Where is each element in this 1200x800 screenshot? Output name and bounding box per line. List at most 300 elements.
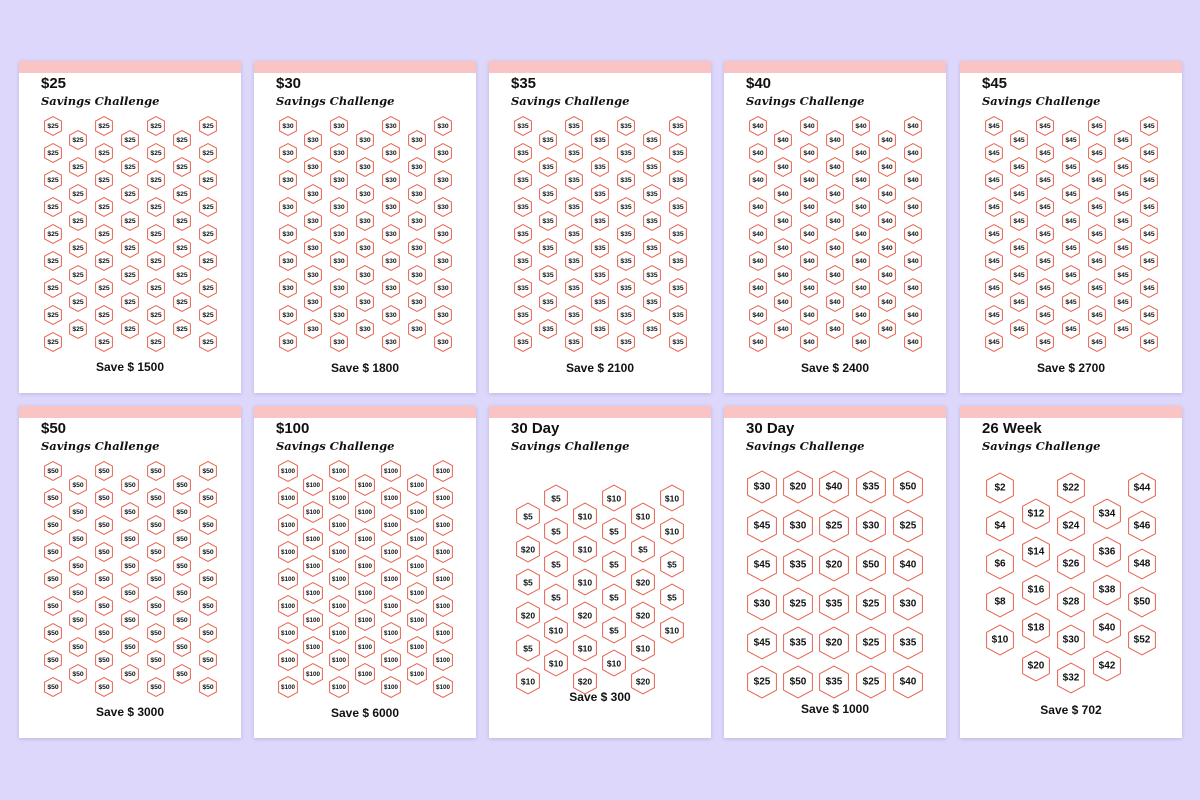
savings-hexagon[interactable] [1036, 332, 1054, 352]
savings-hexagon[interactable] [303, 582, 323, 604]
savings-hexagon[interactable] [1114, 292, 1132, 312]
savings-hexagon[interactable] [904, 278, 922, 298]
savings-hexagon[interactable] [278, 676, 298, 698]
savings-hexagon[interactable] [304, 265, 322, 285]
savings-hexagon[interactable] [304, 184, 322, 204]
savings-hexagon[interactable] [147, 170, 165, 190]
savings-hexagon[interactable] [643, 319, 661, 339]
savings-hexagon[interactable] [199, 224, 217, 244]
savings-hexagon[interactable] [643, 157, 661, 177]
savings-hexagon[interactable] [44, 197, 62, 217]
savings-hexagon[interactable] [278, 487, 298, 509]
savings-hexagon[interactable] [95, 251, 113, 271]
savings-hexagon[interactable] [565, 116, 583, 136]
savings-hexagon[interactable] [904, 143, 922, 163]
savings-hexagon[interactable] [669, 197, 687, 217]
savings-hexagon[interactable] [539, 130, 557, 150]
savings-hexagon[interactable] [774, 319, 792, 339]
savings-hexagon[interactable] [1114, 184, 1132, 204]
savings-hexagon[interactable] [602, 518, 626, 545]
savings-hexagon[interactable] [381, 595, 401, 617]
savings-hexagon[interactable] [643, 184, 661, 204]
savings-hexagon[interactable] [985, 224, 1003, 244]
savings-hexagon[interactable] [1057, 511, 1085, 542]
savings-hexagon[interactable] [95, 305, 113, 325]
savings-hexagon[interactable] [1036, 305, 1054, 325]
savings-hexagon[interactable] [749, 143, 767, 163]
savings-hexagon[interactable] [669, 251, 687, 271]
savings-hexagon[interactable] [986, 587, 1014, 618]
savings-hexagon[interactable] [147, 569, 165, 589]
savings-hexagon[interactable] [878, 265, 896, 285]
savings-hexagon[interactable] [121, 319, 139, 339]
savings-hexagon[interactable] [44, 488, 62, 508]
savings-hexagon[interactable] [147, 305, 165, 325]
savings-hexagon[interactable] [1128, 511, 1156, 542]
savings-hexagon[interactable] [774, 211, 792, 231]
savings-hexagon[interactable] [279, 224, 297, 244]
savings-hexagon[interactable] [800, 197, 818, 217]
savings-hexagon[interactable] [356, 265, 374, 285]
savings-hexagon[interactable] [514, 170, 532, 190]
savings-hexagon[interactable] [121, 610, 139, 630]
savings-hexagon[interactable] [433, 487, 453, 509]
savings-hexagon[interactable] [69, 238, 87, 258]
savings-hexagon[interactable] [565, 170, 583, 190]
savings-hexagon[interactable] [278, 595, 298, 617]
savings-hexagon[interactable] [819, 510, 849, 543]
savings-hexagon[interactable] [173, 211, 191, 231]
savings-hexagon[interactable] [514, 116, 532, 136]
savings-hexagon[interactable] [1088, 251, 1106, 271]
savings-hexagon[interactable] [1114, 265, 1132, 285]
savings-hexagon[interactable] [893, 471, 923, 504]
savings-hexagon[interactable] [434, 197, 452, 217]
savings-hexagon[interactable] [434, 332, 452, 352]
savings-hexagon[interactable] [749, 116, 767, 136]
savings-hexagon[interactable] [329, 541, 349, 563]
savings-hexagon[interactable] [800, 224, 818, 244]
savings-hexagon[interactable] [878, 157, 896, 177]
savings-hexagon[interactable] [669, 278, 687, 298]
savings-hexagon[interactable] [121, 292, 139, 312]
savings-hexagon[interactable] [591, 265, 609, 285]
savings-hexagon[interactable] [330, 143, 348, 163]
savings-hexagon[interactable] [1062, 292, 1080, 312]
savings-hexagon[interactable] [774, 184, 792, 204]
savings-hexagon[interactable] [514, 332, 532, 352]
savings-hexagon[interactable] [514, 278, 532, 298]
savings-hexagon[interactable] [1093, 537, 1121, 568]
savings-hexagon[interactable] [303, 528, 323, 550]
savings-hexagon[interactable] [631, 635, 655, 662]
savings-hexagon[interactable] [69, 664, 87, 684]
savings-hexagon[interactable] [852, 278, 870, 298]
savings-hexagon[interactable] [69, 265, 87, 285]
savings-hexagon[interactable] [852, 197, 870, 217]
savings-hexagon[interactable] [617, 116, 635, 136]
savings-hexagon[interactable] [1093, 499, 1121, 530]
savings-hexagon[interactable] [44, 278, 62, 298]
savings-hexagon[interactable] [1128, 549, 1156, 580]
savings-hexagon[interactable] [544, 617, 568, 644]
savings-hexagon[interactable] [1128, 473, 1156, 504]
savings-hexagon[interactable] [1140, 278, 1158, 298]
savings-hexagon[interactable] [826, 238, 844, 258]
savings-hexagon[interactable] [893, 549, 923, 582]
savings-hexagon[interactable] [826, 292, 844, 312]
savings-hexagon[interactable] [826, 211, 844, 231]
savings-hexagon[interactable] [856, 471, 886, 504]
savings-hexagon[interactable] [565, 305, 583, 325]
savings-hexagon[interactable] [173, 292, 191, 312]
savings-hexagon[interactable] [303, 636, 323, 658]
savings-hexagon[interactable] [199, 305, 217, 325]
savings-hexagon[interactable] [381, 460, 401, 482]
savings-hexagon[interactable] [95, 278, 113, 298]
savings-hexagon[interactable] [69, 319, 87, 339]
savings-hexagon[interactable] [173, 319, 191, 339]
savings-hexagon[interactable] [278, 649, 298, 671]
savings-hexagon[interactable] [516, 635, 540, 662]
savings-hexagon[interactable] [893, 588, 923, 621]
savings-hexagon[interactable] [643, 292, 661, 312]
savings-hexagon[interactable] [514, 305, 532, 325]
savings-hexagon[interactable] [565, 197, 583, 217]
savings-hexagon[interactable] [1057, 587, 1085, 618]
savings-hexagon[interactable] [329, 622, 349, 644]
savings-hexagon[interactable] [199, 116, 217, 136]
savings-hexagon[interactable] [408, 265, 426, 285]
savings-hexagon[interactable] [986, 473, 1014, 504]
savings-hexagon[interactable] [121, 130, 139, 150]
savings-hexagon[interactable] [279, 278, 297, 298]
savings-hexagon[interactable] [95, 488, 113, 508]
savings-hexagon[interactable] [434, 251, 452, 271]
savings-hexagon[interactable] [381, 649, 401, 671]
savings-hexagon[interactable] [985, 197, 1003, 217]
savings-hexagon[interactable] [573, 569, 597, 596]
savings-hexagon[interactable] [355, 663, 375, 685]
savings-hexagon[interactable] [199, 569, 217, 589]
savings-hexagon[interactable] [434, 143, 452, 163]
savings-hexagon[interactable] [852, 170, 870, 190]
savings-hexagon[interactable] [279, 197, 297, 217]
savings-hexagon[interactable] [904, 170, 922, 190]
savings-hexagon[interactable] [1036, 251, 1054, 271]
savings-hexagon[interactable] [669, 332, 687, 352]
savings-hexagon[interactable] [199, 677, 217, 697]
savings-hexagon[interactable] [199, 170, 217, 190]
savings-hexagon[interactable] [1140, 332, 1158, 352]
savings-hexagon[interactable] [1140, 224, 1158, 244]
savings-hexagon[interactable] [669, 224, 687, 244]
savings-hexagon[interactable] [669, 305, 687, 325]
savings-hexagon[interactable] [878, 184, 896, 204]
savings-hexagon[interactable] [44, 224, 62, 244]
savings-hexagon[interactable] [783, 588, 813, 621]
savings-hexagon[interactable] [199, 278, 217, 298]
savings-hexagon[interactable] [669, 143, 687, 163]
savings-hexagon[interactable] [355, 501, 375, 523]
savings-hexagon[interactable] [1088, 143, 1106, 163]
savings-hexagon[interactable] [852, 116, 870, 136]
savings-hexagon[interactable] [852, 332, 870, 352]
savings-hexagon[interactable] [986, 625, 1014, 656]
savings-hexagon[interactable] [121, 664, 139, 684]
savings-hexagon[interactable] [747, 666, 777, 699]
savings-hexagon[interactable] [878, 292, 896, 312]
savings-hexagon[interactable] [826, 157, 844, 177]
savings-hexagon[interactable] [1036, 116, 1054, 136]
savings-hexagon[interactable] [1093, 651, 1121, 682]
savings-hexagon[interactable] [986, 549, 1014, 580]
savings-hexagon[interactable] [774, 265, 792, 285]
savings-hexagon[interactable] [329, 649, 349, 671]
savings-hexagon[interactable] [407, 609, 427, 631]
savings-hexagon[interactable] [1093, 613, 1121, 644]
savings-hexagon[interactable] [631, 602, 655, 629]
savings-hexagon[interactable] [304, 211, 322, 231]
savings-hexagon[interactable] [539, 211, 557, 231]
savings-hexagon[interactable] [147, 677, 165, 697]
savings-hexagon[interactable] [147, 515, 165, 535]
savings-hexagon[interactable] [783, 666, 813, 699]
savings-hexagon[interactable] [602, 485, 626, 512]
savings-hexagon[interactable] [173, 583, 191, 603]
savings-hexagon[interactable] [602, 584, 626, 611]
savings-hexagon[interactable] [330, 305, 348, 325]
savings-hexagon[interactable] [1140, 197, 1158, 217]
savings-hexagon[interactable] [330, 197, 348, 217]
savings-hexagon[interactable] [856, 549, 886, 582]
savings-hexagon[interactable] [1088, 197, 1106, 217]
savings-hexagon[interactable] [591, 292, 609, 312]
savings-hexagon[interactable] [1140, 251, 1158, 271]
savings-hexagon[interactable] [434, 305, 452, 325]
savings-hexagon[interactable] [591, 238, 609, 258]
savings-hexagon[interactable] [304, 130, 322, 150]
savings-hexagon[interactable] [382, 224, 400, 244]
savings-hexagon[interactable] [1057, 473, 1085, 504]
savings-hexagon[interactable] [986, 511, 1014, 542]
savings-hexagon[interactable] [278, 541, 298, 563]
savings-hexagon[interactable] [173, 184, 191, 204]
savings-hexagon[interactable] [544, 485, 568, 512]
savings-hexagon[interactable] [800, 170, 818, 190]
savings-hexagon[interactable] [173, 529, 191, 549]
savings-hexagon[interactable] [69, 583, 87, 603]
savings-hexagon[interactable] [147, 197, 165, 217]
savings-hexagon[interactable] [173, 610, 191, 630]
savings-hexagon[interactable] [356, 130, 374, 150]
savings-hexagon[interactable] [433, 514, 453, 536]
savings-hexagon[interactable] [121, 184, 139, 204]
savings-hexagon[interactable] [356, 319, 374, 339]
savings-hexagon[interactable] [407, 663, 427, 685]
savings-hexagon[interactable] [565, 278, 583, 298]
savings-hexagon[interactable] [565, 143, 583, 163]
savings-hexagon[interactable] [591, 184, 609, 204]
savings-hexagon[interactable] [783, 471, 813, 504]
savings-hexagon[interactable] [660, 617, 684, 644]
savings-hexagon[interactable] [904, 305, 922, 325]
savings-hexagon[interactable] [304, 238, 322, 258]
savings-hexagon[interactable] [69, 184, 87, 204]
savings-hexagon[interactable] [303, 609, 323, 631]
savings-hexagon[interactable] [434, 170, 452, 190]
savings-hexagon[interactable] [329, 487, 349, 509]
savings-hexagon[interactable] [617, 251, 635, 271]
savings-hexagon[interactable] [1140, 170, 1158, 190]
savings-hexagon[interactable] [893, 666, 923, 699]
savings-hexagon[interactable] [852, 224, 870, 244]
savings-hexagon[interactable] [1010, 265, 1028, 285]
savings-hexagon[interactable] [303, 501, 323, 523]
savings-hexagon[interactable] [95, 569, 113, 589]
savings-hexagon[interactable] [279, 170, 297, 190]
savings-hexagon[interactable] [44, 569, 62, 589]
savings-hexagon[interactable] [173, 238, 191, 258]
savings-hexagon[interactable] [819, 588, 849, 621]
savings-hexagon[interactable] [514, 197, 532, 217]
savings-hexagon[interactable] [44, 461, 62, 481]
savings-hexagon[interactable] [1036, 224, 1054, 244]
savings-hexagon[interactable] [69, 475, 87, 495]
savings-hexagon[interactable] [199, 143, 217, 163]
savings-hexagon[interactable] [121, 157, 139, 177]
savings-hexagon[interactable] [44, 596, 62, 616]
savings-hexagon[interactable] [381, 622, 401, 644]
savings-hexagon[interactable] [819, 627, 849, 660]
savings-hexagon[interactable] [95, 170, 113, 190]
savings-hexagon[interactable] [985, 143, 1003, 163]
savings-hexagon[interactable] [617, 170, 635, 190]
savings-hexagon[interactable] [278, 460, 298, 482]
savings-hexagon[interactable] [1128, 625, 1156, 656]
savings-hexagon[interactable] [800, 332, 818, 352]
savings-hexagon[interactable] [69, 610, 87, 630]
savings-hexagon[interactable] [1114, 319, 1132, 339]
savings-hexagon[interactable] [44, 251, 62, 271]
savings-hexagon[interactable] [1088, 116, 1106, 136]
savings-hexagon[interactable] [565, 332, 583, 352]
savings-hexagon[interactable] [381, 487, 401, 509]
savings-hexagon[interactable] [893, 510, 923, 543]
savings-hexagon[interactable] [330, 116, 348, 136]
savings-hexagon[interactable] [1010, 292, 1028, 312]
savings-hexagon[interactable] [69, 157, 87, 177]
savings-hexagon[interactable] [1093, 575, 1121, 606]
savings-hexagon[interactable] [147, 596, 165, 616]
savings-hexagon[interactable] [173, 664, 191, 684]
savings-hexagon[interactable] [660, 518, 684, 545]
savings-hexagon[interactable] [516, 602, 540, 629]
savings-hexagon[interactable] [44, 677, 62, 697]
savings-hexagon[interactable] [408, 184, 426, 204]
savings-hexagon[interactable] [408, 130, 426, 150]
savings-hexagon[interactable] [330, 170, 348, 190]
savings-hexagon[interactable] [602, 551, 626, 578]
savings-hexagon[interactable] [631, 536, 655, 563]
savings-hexagon[interactable] [539, 292, 557, 312]
savings-hexagon[interactable] [1088, 224, 1106, 244]
savings-hexagon[interactable] [1022, 537, 1050, 568]
savings-hexagon[interactable] [1022, 499, 1050, 530]
savings-hexagon[interactable] [303, 555, 323, 577]
savings-hexagon[interactable] [355, 636, 375, 658]
savings-hexagon[interactable] [893, 627, 923, 660]
savings-hexagon[interactable] [819, 666, 849, 699]
savings-hexagon[interactable] [199, 623, 217, 643]
savings-hexagon[interactable] [591, 157, 609, 177]
savings-hexagon[interactable] [147, 278, 165, 298]
savings-hexagon[interactable] [749, 305, 767, 325]
savings-hexagon[interactable] [121, 475, 139, 495]
savings-hexagon[interactable] [199, 515, 217, 535]
savings-hexagon[interactable] [44, 170, 62, 190]
savings-hexagon[interactable] [121, 556, 139, 576]
savings-hexagon[interactable] [407, 528, 427, 550]
savings-hexagon[interactable] [819, 471, 849, 504]
savings-hexagon[interactable] [1057, 625, 1085, 656]
savings-hexagon[interactable] [985, 305, 1003, 325]
savings-hexagon[interactable] [904, 224, 922, 244]
savings-hexagon[interactable] [826, 130, 844, 150]
savings-hexagon[interactable] [356, 157, 374, 177]
savings-hexagon[interactable] [1062, 130, 1080, 150]
savings-hexagon[interactable] [433, 568, 453, 590]
savings-hexagon[interactable] [433, 622, 453, 644]
savings-hexagon[interactable] [1088, 278, 1106, 298]
savings-hexagon[interactable] [434, 224, 452, 244]
savings-hexagon[interactable] [69, 529, 87, 549]
savings-hexagon[interactable] [856, 588, 886, 621]
savings-hexagon[interactable] [852, 305, 870, 325]
savings-hexagon[interactable] [544, 518, 568, 545]
savings-hexagon[interactable] [95, 116, 113, 136]
savings-hexagon[interactable] [1088, 332, 1106, 352]
savings-hexagon[interactable] [356, 238, 374, 258]
savings-hexagon[interactable] [121, 502, 139, 522]
savings-hexagon[interactable] [1114, 157, 1132, 177]
savings-hexagon[interactable] [147, 461, 165, 481]
savings-hexagon[interactable] [747, 510, 777, 543]
savings-hexagon[interactable] [904, 197, 922, 217]
savings-hexagon[interactable] [643, 238, 661, 258]
savings-hexagon[interactable] [539, 184, 557, 204]
savings-hexagon[interactable] [69, 556, 87, 576]
savings-hexagon[interactable] [173, 265, 191, 285]
savings-hexagon[interactable] [1010, 238, 1028, 258]
savings-hexagon[interactable] [1036, 278, 1054, 298]
savings-hexagon[interactable] [147, 224, 165, 244]
savings-hexagon[interactable] [1010, 157, 1028, 177]
savings-hexagon[interactable] [278, 622, 298, 644]
savings-hexagon[interactable] [382, 251, 400, 271]
savings-hexagon[interactable] [330, 251, 348, 271]
savings-hexagon[interactable] [95, 197, 113, 217]
savings-hexagon[interactable] [749, 332, 767, 352]
savings-hexagon[interactable] [544, 650, 568, 677]
savings-hexagon[interactable] [173, 475, 191, 495]
savings-hexagon[interactable] [355, 609, 375, 631]
savings-hexagon[interactable] [643, 211, 661, 231]
savings-hexagon[interactable] [329, 514, 349, 536]
savings-hexagon[interactable] [329, 460, 349, 482]
savings-hexagon[interactable] [539, 319, 557, 339]
savings-hexagon[interactable] [433, 541, 453, 563]
